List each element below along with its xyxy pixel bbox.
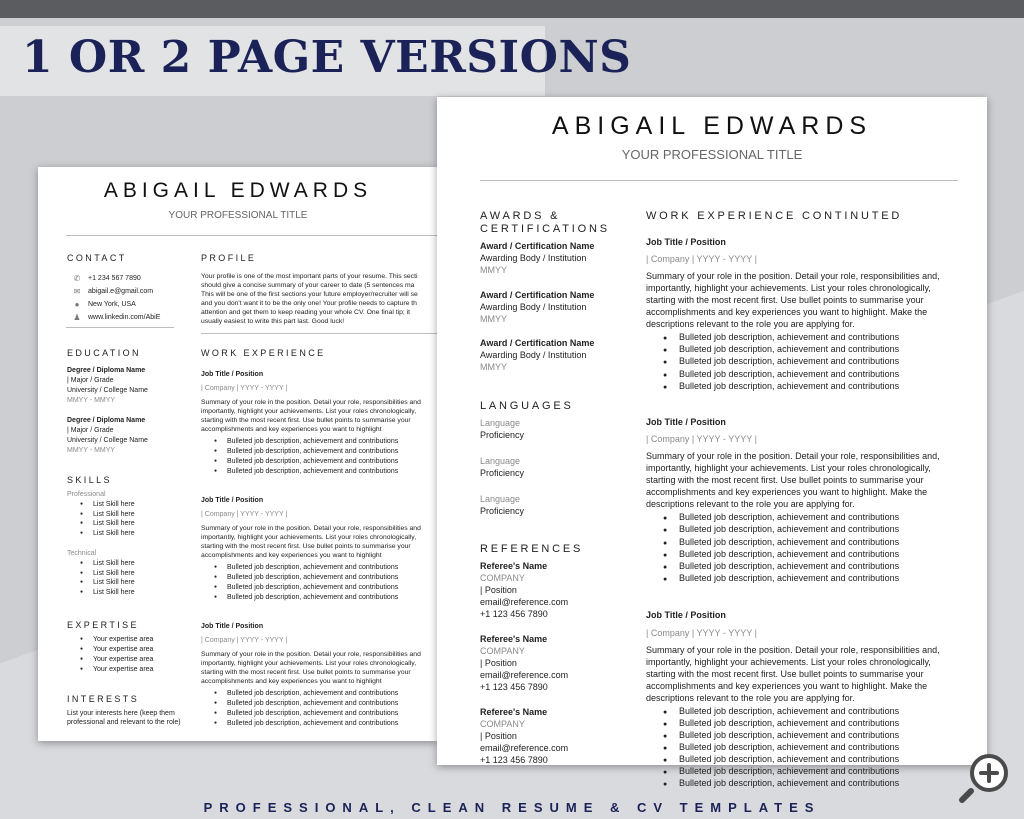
job-summary: accomplishments and key experiences you want to highlight [201,426,382,433]
job-bullet: ● Bulleted job description, achievement and contributions [227,709,398,718]
skills-technical-label: Technical [67,550,97,557]
job-summary: descriptions relevant to the role you are applying for. [646,499,855,509]
linkedin-icon: ♟ [73,313,81,322]
referee-company: COMPANY [480,573,525,583]
contact-heading: CONTACT [67,253,127,263]
job-summary: starting with the most recent first. Use bullet points to summarise your [646,475,924,485]
job-bullet: ● Bulleted job description, achievement and contributions [679,356,899,367]
profile-text: This will be one of the first sections your future employer/recruiter will se [201,291,418,298]
work-continued-heading: WORK EXPERIENCE CONTINUTED [646,210,903,222]
list-item: ● List Skill here [93,578,135,587]
job-summary: accomplishments and key experiences you want to highlight [201,552,382,559]
resume-page-one [38,167,438,741]
language-level: Proficiency [480,468,525,478]
education-dates: MMYY - MMYY [67,447,116,454]
education-major: | Major / Grade [67,427,114,434]
divider [201,333,438,334]
award-date: MMYY [480,362,507,372]
list-item: ● List Skill here [93,588,135,597]
job-summary: Summary of your role in the position. Detail your role, responsibilities and, [646,271,940,281]
referee-company: COMPANY [480,719,525,729]
job-summary: Summary of your role in the position. Detail your role, responsibilities and [201,651,421,658]
list-item: ● List Skill here [93,519,135,528]
job-summary: Summary of your role in the position. Detail your role, responsibilities and, [646,645,940,655]
job-bullet: ● Bulleted job description, achievement and contributions [679,537,899,548]
award-name: Award / Certification Name [480,241,595,251]
job-summary: starting with the most recent first. Use bullet points to summarise your [646,669,924,679]
job-bullet: ● Bulleted job description, achievement and contributions [227,593,398,602]
list-item: ● Your expertise area [93,645,153,654]
language-level: Proficiency [480,506,525,516]
award-body: Awarding Body / Institution [480,253,587,263]
education-heading: EDUCATION [67,348,141,358]
contact-email: abigail.e@gmail.com [88,288,154,295]
language-name: Language [480,494,521,504]
banner-title: 1 OR 2 PAGE VERSIONS [22,32,632,83]
interests-text: professional and relevant to the role) [67,719,181,726]
job-bullet: ● Bulleted job description, achievement and contributions [227,563,398,572]
award-body: Awarding Body / Institution [480,350,587,360]
location-icon: ● [74,300,80,309]
job-bullet: ● Bulleted job description, achievement and contributions [679,524,899,535]
job-bullet: ● Bulleted job description, achievement and contributions [679,706,899,717]
referee-email: email@reference.com [480,743,569,753]
job-bullet: ● Bulleted job description, achievement and contributions [679,369,899,380]
zoom-in-icon[interactable] [958,748,1014,804]
job-company: | Company | YYYY - YYYY | [201,511,288,518]
job-bullet: ● Bulleted job description, achievement and contributions [679,754,899,765]
job-title: Job Title / Position [201,623,264,630]
job-company: | Company | YYYY - YYYY | [646,434,757,444]
divider [480,180,958,181]
job-summary: Summary of your role in the position. Detail your role, responsibilities and [201,399,421,406]
award-date: MMYY [480,314,507,324]
referee-phone: +1 123 456 7890 [480,682,548,692]
interests-text: List your interests here (keep them [67,710,175,717]
job-bullet: ● Bulleted job description, achievement and contributions [679,549,899,560]
awards-heading: AWARDS & [480,210,561,222]
job-company: | Company | YYYY - YYYY | [201,385,288,392]
job-summary: Summary of your role in the position. Detail your role, responsibilities and, [646,451,940,461]
resume-page-two [437,97,987,788]
contact-linkedin: www.linkedin.com/AbiE [88,314,161,321]
job-bullet: ● Bulleted job description, achievement and contributions [679,778,899,789]
job-company: | Company | YYYY - YYYY | [646,254,757,264]
referee-position: | Position [480,585,517,595]
language-name: Language [480,418,521,428]
resume-title: YOUR PROFESSIONAL TITLE [621,147,803,162]
job-bullet: ● Bulleted job description, achievement and contributions [227,467,398,476]
list-item: ● List Skill here [93,500,135,509]
resume-name: ABIGAIL EDWARDS [103,179,373,202]
job-bullet: ● Bulleted job description, achievement and contributions [227,719,398,728]
job-summary: accomplishments and key experiences you want to highlight. Make the [646,307,928,317]
award-name: Award / Certification Name [480,290,595,300]
job-bullet: ● Bulleted job description, achievement and contributions [227,447,398,456]
profile-text: usually easiest to write this part last. Good luck! [201,318,345,325]
job-summary: accomplishments and key experiences you want to highlight. Make the [646,681,928,691]
job-summary: starting with the most recent first. Use bullet points to summarise your [201,669,411,676]
job-title: Job Title / Position [646,610,726,620]
phone-icon: ✆ [73,274,81,283]
list-item: ● Your expertise area [93,655,153,664]
referee-position: | Position [480,731,517,741]
referee-name: Referee's Name [480,707,548,717]
language-level: Proficiency [480,430,525,440]
referee-name: Referee's Name [480,561,548,571]
profile-text: Your profile is one of the most important parts of your resume. This secti [201,273,418,280]
resume-name: ABIGAIL EDWARDS [551,112,873,140]
contact-phone: +1 234 567 7890 [88,275,141,282]
award-date: MMYY [480,265,507,275]
job-summary: importantly, highlight your achievements. List your roles chronologically, [201,408,417,415]
job-company: | Company | YYYY - YYYY | [201,637,288,644]
job-bullet: ● Bulleted job description, achievement and contributions [679,742,899,753]
award-body: Awarding Body / Institution [480,302,587,312]
job-summary: descriptions relevant to the role you are applying for. [646,319,855,329]
top-bar [0,0,1024,18]
footer-tagline: PROFESSIONAL, CLEAN RESUME & CV TEMPLATES [203,800,821,815]
referee-name: Referee's Name [480,634,548,644]
email-icon: ✉ [73,287,81,296]
profile-heading: PROFILE [201,253,257,263]
job-title: Job Title / Position [646,417,726,427]
education-school: University / College Name [67,387,148,394]
skills-professional-label: Professional [67,491,106,498]
list-item: ● List Skill here [93,510,135,519]
job-bullet: ● Bulleted job description, achievement and contributions [227,699,398,708]
interests-heading: INTERESTS [67,694,140,704]
job-bullet: ● Bulleted job description, achievement and contributions [679,730,899,741]
referee-phone: +1 123 456 7890 [480,609,548,619]
job-summary: importantly, highlight your achievements. List your roles chronologically, [646,657,931,667]
job-summary: importantly, highlight your achievements. List your roles chronologically, [646,463,931,473]
education-school: University / College Name [67,437,148,444]
contact-location: New York, USA [88,301,136,308]
job-summary: Summary of your role in the position. Detail your role, responsibilities and [201,525,421,532]
job-bullet: ● Bulleted job description, achievement and contributions [227,689,398,698]
job-bullet: ● Bulleted job description, achievement and contributions [679,573,899,584]
job-title: Job Title / Position [201,371,264,378]
job-summary: starting with the most recent first. Use bullet points to summarise your [201,417,411,424]
job-company: | Company | YYYY - YYYY | [646,628,757,638]
education-major: | Major / Grade [67,377,114,384]
list-item: ● Your expertise area [93,665,153,674]
job-bullet: ● Bulleted job description, achievement and contributions [679,766,899,777]
references-heading: REFERENCES [480,543,584,555]
job-summary: starting with the most recent first. Use bullet points to summarise your [201,543,411,550]
language-name: Language [480,456,521,466]
referee-position: | Position [480,658,517,668]
profile-text: should give a concise summary of your career to date (5 sentences ma [201,282,415,289]
job-bullet: ● Bulleted job description, achievement and contributions [227,583,398,592]
job-summary: importantly, highlight your achievements. List your roles chronologically, [201,660,417,667]
job-bullet: ● Bulleted job description, achievement and contributions [227,437,398,446]
job-bullet: ● Bulleted job description, achievement and contributions [227,573,398,582]
job-bullet: ● Bulleted job description, achievement and contributions [679,381,899,392]
job-title: Job Title / Position [201,497,264,504]
skills-heading: SKILLS [67,475,112,485]
list-item: ● List Skill here [93,529,135,538]
work-heading: WORK EXPERIENCE [201,348,326,358]
job-summary: descriptions relevant to the role you are applying for. [646,693,855,703]
job-summary: accomplishments and key experiences you want to highlight. Make the [646,487,928,497]
profile-text: attention and get them to keep reading your whole CV. One final tip; it [201,309,411,316]
resume-title: YOUR PROFESSIONAL TITLE [168,210,308,221]
job-summary: starting with the most recent first. Use bullet points to summarise your [646,295,924,305]
referee-company: COMPANY [480,646,525,656]
referee-phone: +1 123 456 7890 [480,755,548,765]
job-bullet: ● Bulleted job description, achievement and contributions [679,332,899,343]
job-title: Job Title / Position [646,237,726,247]
referee-email: email@reference.com [480,670,569,680]
divider [66,327,174,328]
job-bullet: ● Bulleted job description, achievement and contributions [679,512,899,523]
education-degree: Degree / Diploma Name [67,417,146,424]
profile-text: and you don't want it to be the only one! Your profile needs to capture th [201,300,417,307]
education-dates: MMYY - MMYY [67,397,116,404]
job-summary: accomplishments and key experiences you want to highlight [201,678,382,685]
job-bullet: ● Bulleted job description, achievement and contributions [227,457,398,466]
education-degree: Degree / Diploma Name [67,367,146,374]
awards-heading: CERTIFICATIONS [480,223,610,235]
languages-heading: LANGUAGES [480,400,574,412]
expertise-heading: EXPERTISE [67,620,139,630]
divider [66,235,438,236]
list-item: ● List Skill here [93,569,135,578]
award-name: Award / Certification Name [480,338,595,348]
job-bullet: ● Bulleted job description, achievement and contributions [679,344,899,355]
referee-email: email@reference.com [480,597,569,607]
job-summary: importantly, highlight your achievements. List your roles chronologically, [201,534,417,541]
job-bullet: ● Bulleted job description, achievement and contributions [679,718,899,729]
list-item: ● Your expertise area [93,635,153,644]
job-bullet: ● Bulleted job description, achievement and contributions [679,561,899,572]
job-summary: importantly, highlight your achievements. List your roles chronologically, [646,283,931,293]
list-item: ● List Skill here [93,559,135,568]
